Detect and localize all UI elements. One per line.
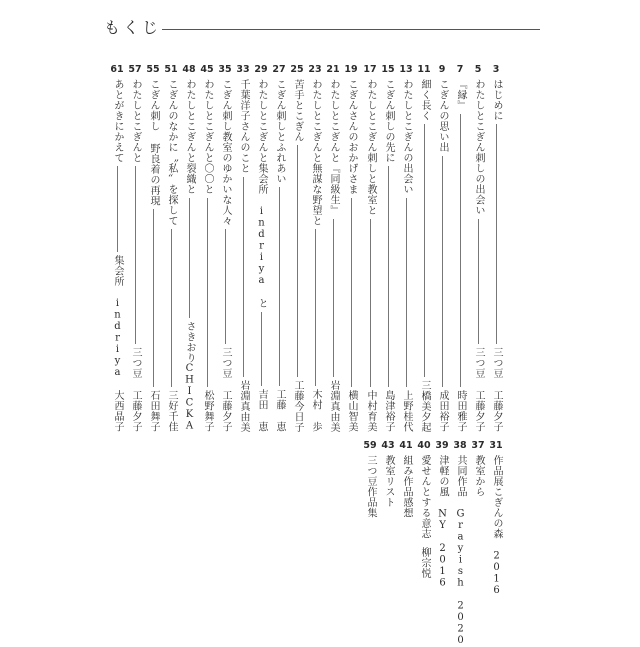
- entry-author: 中村育美: [365, 390, 376, 432]
- entry-title: 千葉洋子さんのこと: [238, 79, 249, 174]
- page-number: 38: [453, 440, 467, 451]
- entry-title: 組み作品感想: [401, 455, 412, 518]
- toc-entry: [435, 64, 449, 432]
- leader-line: [153, 209, 154, 387]
- header-title: もくじ: [104, 18, 162, 37]
- toc-entry: [308, 64, 322, 432]
- entry-title: わたしとこぎんと集会所 indriya と: [256, 79, 267, 309]
- entry-author: さきおりCHICKA: [184, 321, 195, 432]
- entry-author: 三橋美夕起: [419, 379, 430, 432]
- entry-title: 愛せんとする意志: [419, 455, 430, 539]
- leader-line: [442, 156, 443, 388]
- page-number: 9: [438, 64, 446, 75]
- toc-entry: [344, 64, 358, 432]
- page-number: 11: [417, 64, 431, 75]
- toc-entry: [218, 64, 232, 432]
- toc-entry: [128, 64, 142, 432]
- toc-entry: [417, 440, 431, 632]
- page-number: 3: [492, 64, 500, 75]
- entry-title: わたしとこぎん刺しと教室と: [365, 79, 376, 216]
- entry-author: 三つ豆 工藤夕子: [220, 347, 231, 432]
- page-number: 51: [164, 64, 178, 75]
- entry-author: 三つ豆 工藤夕子: [130, 347, 141, 432]
- toc-entry: [164, 64, 178, 432]
- entry-title: 苦手とこぎん: [292, 79, 303, 142]
- entry-author: 岩淵真由美: [328, 379, 339, 432]
- page-number: 35: [218, 64, 232, 75]
- entry-title: 作品展こぎんの森 2016: [491, 455, 502, 597]
- entry-title: はじめに: [491, 79, 502, 121]
- toc-entry: [489, 64, 503, 432]
- page-number: 13: [399, 64, 413, 75]
- page-number: 55: [146, 64, 160, 75]
- leader-line: [333, 219, 334, 377]
- entry-author: 木村 歩: [310, 389, 321, 432]
- entry-author: 成田裕子: [437, 390, 448, 432]
- page-number: 39: [435, 440, 449, 451]
- page-number: 37: [471, 440, 485, 451]
- toc-entry: [381, 440, 395, 632]
- entry-title: わたしとこぎんと〇〇と: [202, 79, 213, 195]
- leader-line: [279, 187, 280, 386]
- leader-line: [261, 312, 262, 387]
- entry-title: わたしとこぎん刺しの出会い: [473, 79, 484, 216]
- page-number: 19: [344, 64, 358, 75]
- toc-entry: [399, 64, 413, 432]
- entry-title: 共同作品 Grayish 2020: [455, 455, 466, 647]
- page-number: 27: [272, 64, 286, 75]
- page-number: 23: [308, 64, 322, 75]
- leader-line: [478, 219, 479, 345]
- toc-entry: [435, 440, 449, 632]
- entry-title: 教室から: [473, 455, 484, 497]
- entry-author: 三好千佳: [166, 390, 177, 432]
- leader-line: [243, 177, 244, 377]
- entry-title: わたしとこぎんと『同級生』: [328, 79, 339, 216]
- page-number: 17: [363, 64, 377, 75]
- leader-line: [388, 166, 389, 387]
- entry-title: わたしとこぎんと無謀な野望と: [310, 79, 321, 226]
- entry-author: 集会所 indriya 大西晶子: [112, 255, 123, 432]
- page-number: 25: [290, 64, 304, 75]
- entry-title: こぎん刺しとふれあい: [274, 79, 285, 184]
- toc-entry: [200, 64, 214, 432]
- page-number: 59: [363, 440, 377, 451]
- entry-title: こぎん刺しの先に: [383, 79, 394, 163]
- page-number: 31: [489, 440, 503, 451]
- toc-entry: [417, 64, 431, 432]
- entry-title: こぎん刺し 野良着の再現: [148, 79, 159, 206]
- leader-line: [496, 124, 497, 344]
- entry-title: こぎんのなかに〝私〟を探して: [166, 79, 177, 226]
- entry-author: 上野桂代: [401, 390, 412, 432]
- entry-title: こぎん刺し教室のゆかいな人々: [220, 79, 231, 226]
- leader-line: [225, 229, 226, 344]
- page-number: 61: [110, 64, 124, 75]
- entry-author: 石田舞子: [148, 390, 159, 432]
- toc-entry: [453, 64, 467, 432]
- toc-entry: [254, 64, 268, 432]
- header-rule: [162, 29, 540, 30]
- leader-line: [297, 145, 298, 377]
- toc-entry: [489, 440, 503, 632]
- entry-author: 三つ豆 工藤夕子: [473, 347, 484, 432]
- toc-entry: [363, 440, 377, 632]
- entry-title: 『縁』: [455, 79, 466, 111]
- entry-title: わたしとこぎんと裂織と: [184, 79, 195, 195]
- entry-title: わたしとこぎんの出会い: [401, 79, 412, 195]
- entry-author: 岩淵真由美: [238, 379, 249, 432]
- entry-title: こぎんさんのおかげさま: [346, 79, 357, 195]
- entry-author: 工藤今日子: [292, 379, 303, 432]
- page-number: 48: [182, 64, 196, 75]
- page-number: 41: [399, 440, 413, 451]
- entry-title: 細く長く: [419, 79, 430, 121]
- toc-entry: [453, 440, 467, 647]
- toc-entry: [326, 64, 340, 432]
- toc-entry: [471, 64, 485, 432]
- entry-author: 三つ豆 工藤夕子: [491, 347, 502, 432]
- toc-entry: [146, 64, 160, 432]
- leader-line: [171, 229, 172, 387]
- entry-author: 松野舞子: [202, 390, 213, 432]
- toc-entry: [272, 64, 286, 432]
- entry-author: 時田雅子: [455, 390, 466, 432]
- leader-line: [351, 198, 352, 388]
- page-number: 15: [381, 64, 395, 75]
- entry-title: 三つ豆作品集: [365, 455, 376, 518]
- toc-entry: [471, 440, 485, 632]
- page-number: 5: [474, 64, 482, 75]
- leader-line: [406, 198, 407, 388]
- toc-entry: [399, 440, 413, 632]
- entry-title: わたしとこぎんと: [130, 79, 141, 163]
- page-number: 7: [456, 64, 464, 75]
- leader-line: [117, 166, 118, 252]
- page-number: 21: [326, 64, 340, 75]
- entry-title: 津軽の風 NY 2016: [437, 455, 448, 589]
- leader-line: [135, 166, 136, 344]
- entry-author: 吉田 恵: [256, 389, 267, 432]
- entry-author: 横山智美: [346, 390, 357, 432]
- leader-line: [189, 198, 190, 319]
- page-number: 57: [128, 64, 142, 75]
- leader-line: [460, 114, 461, 388]
- entry-author: 柳宗悦: [419, 547, 430, 579]
- entry-author: 工藤 恵: [274, 389, 285, 432]
- toc-entry: [381, 64, 395, 432]
- entry-author: 島津裕子: [383, 390, 394, 432]
- page-number: 43: [381, 440, 395, 451]
- page-number: 40: [417, 440, 431, 451]
- leader-line: [207, 198, 208, 388]
- leader-line: [315, 229, 316, 386]
- toc-entry: [110, 64, 124, 432]
- toc-entry: [182, 64, 196, 432]
- entry-title: あとがきにかえて: [112, 79, 123, 163]
- toc-entry: [290, 64, 304, 432]
- page-number: 45: [200, 64, 214, 75]
- leader-line: [424, 124, 425, 377]
- toc-entry: [236, 64, 250, 432]
- toc-entry: [363, 64, 377, 432]
- entry-title: 教室リスト: [383, 455, 394, 508]
- page-number: 33: [236, 64, 250, 75]
- leader-line: [370, 219, 371, 388]
- page-number: 29: [254, 64, 268, 75]
- entry-title: こぎんの思い出: [437, 79, 448, 153]
